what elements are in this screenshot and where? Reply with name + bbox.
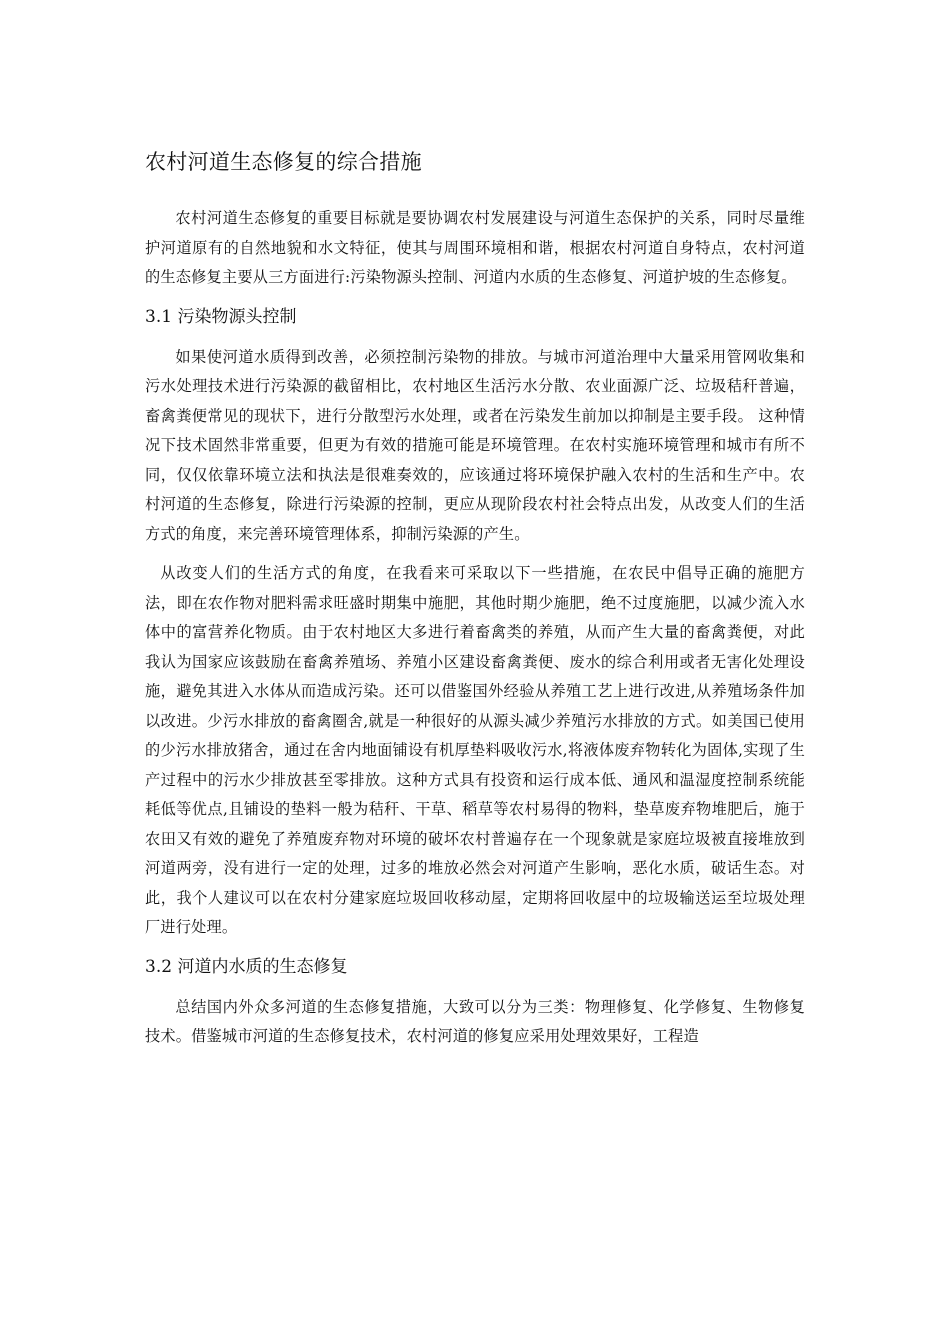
- section-heading-3-1: 3.1 污染物源头控制: [145, 306, 297, 327]
- section-3-2-paragraph-1: 总结国内外众多河道的生态修复措施，大致可以分为三类：物理修复、化学修复、生物修复技术。借鉴城市河道的生态修复技术，农村河道的修复应采用处理效果好，工程造: [145, 997, 805, 1045]
- paragraph-spacer: [145, 549, 805, 559]
- intro-paragraph: 农村河道生态修复的重要目标就是要协调农村发展建设与河道生态保护的关系，同时尽量维护河道原有的自然地貌和水文特征，使其与周围环境相和谐，根据农村河道自身特点，农村河道的生态修复主要从三方面进行:污染物源头控制、河道内水质的生态修复、河道护坡的生态修复。: [145, 209, 805, 286]
- section-heading-3-2: 3.2 河道内水质的生态修复: [145, 956, 348, 977]
- section-3-1-paragraph-1: 如果使河道水质得到改善，必须控制污染物的排放。与城市河道治理中大量采用管网收集和污水处理技术进行污染源的截留相比，农村地区生活污水分散、农业面源广泛、垃圾秸秆普遍，畜禽粪便常见的现状下，进行分散型污水处理，或者在污染发生前加以抑制是主要手段。 这种情况下技术固然非常重要，但更为有效的措施可能是环境管理。在农村实施环境管理和城市有所不同，仅仅依靠环境立法和执法是很难奏效的，应该通过将环境保护融入农村的生活和生产中。农村河道的生态修复，除进行污染源的控制，更应从现阶段农村社会特点出发，从改变人们的生活方式的角度，来完善环境管理体系，抑制污染源的产生。: [145, 347, 805, 543]
- section-3-1-paragraph-2: 从改变人们的生活方式的角度，在我看来可采取以下一些措施，在农民中倡导正确的施肥方法，即在农作物对肥料需求旺盛时期集中施肥，其他时期少施肥，绝不过度施肥，以减少流入水体中的富营养化物质。由于农村地区大多进行着畜禽类的养殖，从而产生大量的畜禽粪便，对此我认为国家应该鼓励在畜禽养殖场、养殖小区建设畜禽粪便、废水的综合利用或者无害化处理设施，避免其进入水体从而造成污染。还可以借鉴国外经验从养殖工艺上进行改进,从养殖场条件加以改进。少污水排放的畜禽圈舍,就是一种很好的从源头减少养殖污水排放的方式。如美国已使用的少污水排放猪舍，通过在舍内地面铺设有机厚垫料吸收污水,将液体废弃物转化为固体,实现了生产过程中的污水少排放甚至零排放。这种方式具有投资和运行成本低、通风和温湿度控制系统能耗低等优点,且铺设的垫料一般为秸秆、干草、稻草等农村易得的物料，垫草废弃物堆肥后，施于农田又有效的避免了养殖废弃物对环境的破坏农村普遍存在一个现象就是家庭垃圾被直接堆放到河道两旁，没有进行一定的处理，过多的堆放必然会对河道产生影响，恶化水质，破话生态。对此，我个人建议可以在农村分建家庭垃圾回收移动屋，定期将回收屋中的垃圾输送运至垃圾处理厂进行处理。: [145, 564, 805, 936]
- document-body: [145, 146, 805, 1052]
- document-title: 农村河道生态修复的综合措施: [145, 150, 422, 174]
